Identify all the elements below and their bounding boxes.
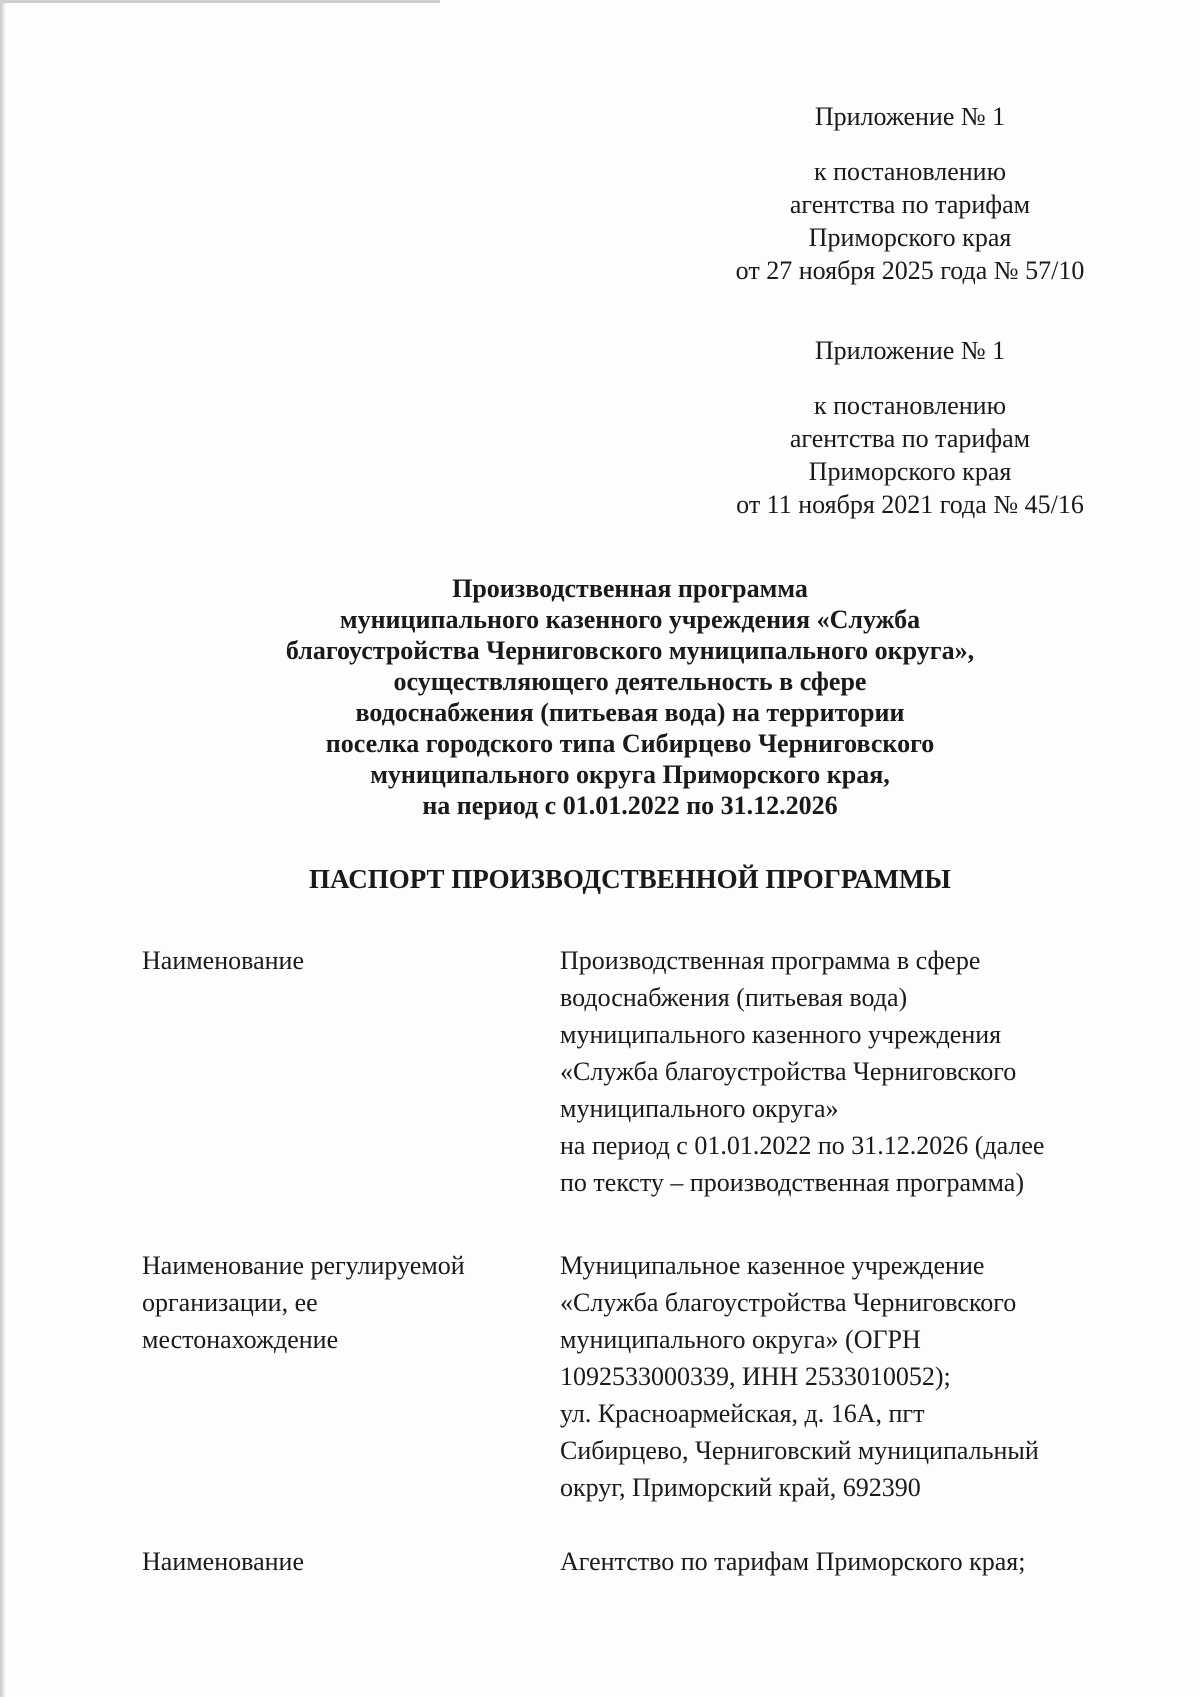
value-line: Производственная программа в сфере	[560, 946, 981, 975]
passport-row-value	[560, 942, 1120, 1201]
value-line: «Служба благоустройства Черниговского	[560, 1057, 1017, 1086]
title-line: муниципального казенного учреждения «Служба	[339, 605, 921, 634]
title-line: Производственная программа	[452, 574, 808, 603]
appendix-gap	[700, 367, 1120, 389]
label-line: Наименование	[142, 1547, 304, 1576]
appendix-header-original	[700, 334, 1120, 521]
appendix-agency-line: агентства по тарифам	[789, 424, 1031, 453]
appendix-date-line: от 27 ноября 2025 года № 57/10	[735, 256, 1085, 285]
scan-edge-top	[0, 0, 440, 3]
value-line: по тексту – производственная программа)	[560, 1168, 1024, 1197]
label-line: местонахождение	[142, 1325, 339, 1354]
value-line: ул. Красноармейская, д. 16А, пгт	[560, 1399, 925, 1428]
title-line: осуществляющего деятельность в сфере	[393, 667, 867, 696]
passport-row-label	[142, 1543, 542, 1580]
value-line: муниципального округа» (ОГРН	[560, 1325, 921, 1354]
document-title	[150, 573, 1110, 821]
label-line: Наименование регулируемой	[142, 1251, 465, 1280]
label-line: организации, ее	[142, 1288, 318, 1317]
value-line: Агентство по тарифам Приморского края;	[560, 1547, 1026, 1576]
value-line: Сибирцево, Черниговский муниципальный	[560, 1436, 1039, 1465]
appendix-number: Приложение № 1	[814, 336, 1006, 365]
title-line: водоснабжения (питьевая вода) на территории	[355, 698, 905, 727]
appendix-agency-line: агентства по тарифам	[789, 190, 1031, 219]
appendix-gap	[700, 133, 1120, 155]
label-line: Наименование	[142, 946, 304, 975]
value-line: округ, Приморский край, 692390	[560, 1473, 921, 1502]
appendix-decree-line: к постановлению	[813, 391, 1007, 420]
appendix-decree-line: к постановлению	[813, 157, 1007, 186]
title-line: муниципального округа Приморского края,	[370, 760, 890, 789]
value-line: 1092533000339, ИНН 2533010052);	[560, 1362, 951, 1391]
title-line: поселка городского типа Сибирцево Черниговского	[325, 729, 935, 758]
passport-row-value	[560, 1543, 1120, 1580]
passport-row-value	[560, 1247, 1120, 1506]
passport-heading: ПАСПОРТ ПРОИЗВОДСТВЕННОЙ ПРОГРАММЫ	[309, 864, 951, 894]
value-line: «Служба благоустройства Черниговского	[560, 1288, 1017, 1317]
appendix-date-line: от 11 ноября 2021 года № 45/16	[736, 490, 1084, 519]
appendix-header-current	[700, 100, 1120, 287]
appendix-number: Приложение № 1	[814, 102, 1006, 131]
appendix-region-line: Приморского края	[808, 223, 1012, 252]
passport-row-label	[142, 942, 542, 979]
value-line: муниципального казенного учреждения	[560, 1020, 1002, 1049]
value-line: муниципального округа»	[560, 1094, 839, 1123]
value-line: водоснабжения (питьевая вода)	[560, 983, 908, 1012]
passport-row-label	[142, 1247, 542, 1358]
value-line: Муниципальное казенное учреждение	[560, 1251, 985, 1280]
title-line: на период с 01.01.2022 по 31.12.2026	[422, 791, 838, 820]
scan-edge-left	[0, 0, 6, 1697]
title-line: благоустройства Черниговского муниципального округа»,	[285, 636, 975, 665]
value-line: на период с 01.01.2022 по 31.12.2026 (далее	[560, 1131, 1045, 1160]
appendix-region-line: Приморского края	[808, 457, 1012, 486]
